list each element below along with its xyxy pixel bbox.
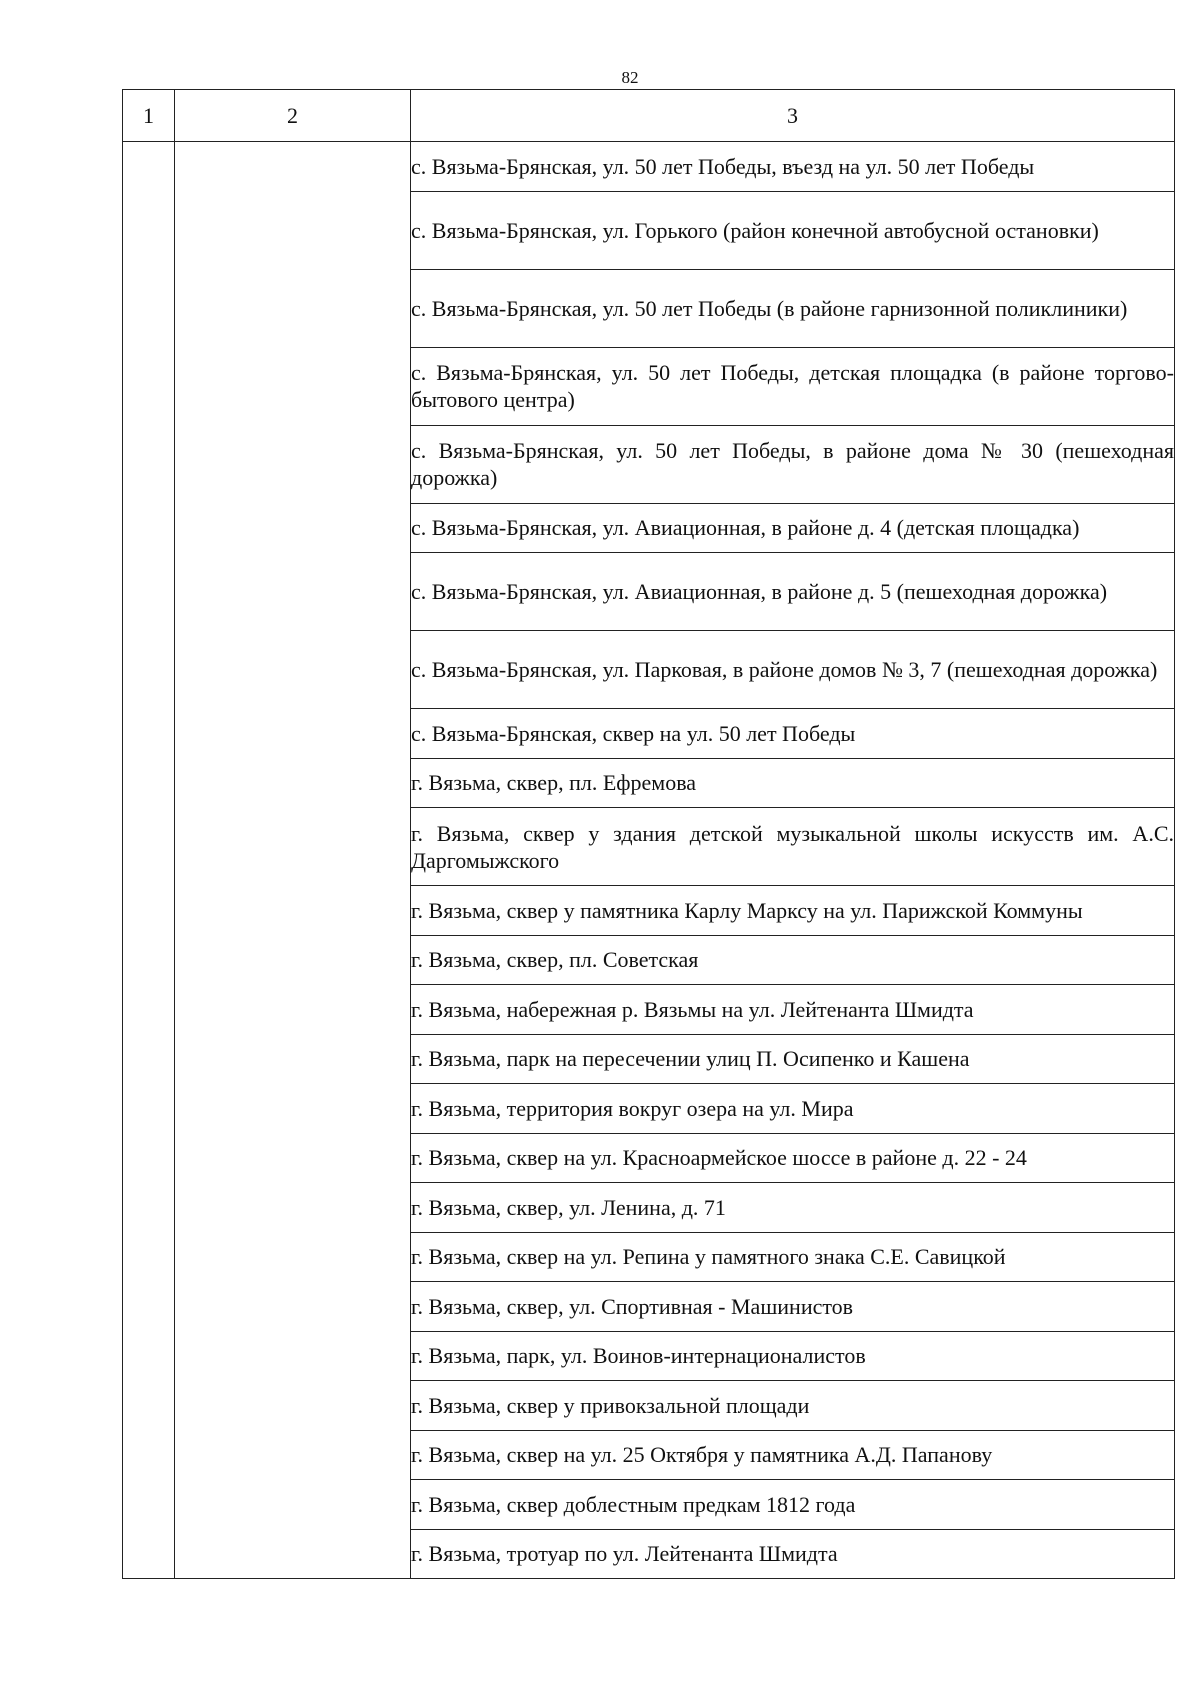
location-entry: с. Вязьма-Брянская, ул. 50 лет Победы, въезд на ул. 50 лет Победы [411,142,1175,192]
location-entry: г. Вязьма, парк, ул. Воинов-интернационалистов [411,1331,1175,1381]
location-entry: г. Вязьма, сквер у здания детской музыкальной школы искусств им. А.С. Даргомыжского [411,808,1175,886]
location-entry: г. Вязьма, сквер на ул. Репина у памятного знака С.Е. Савицкой [411,1232,1175,1282]
location-entry: с. Вязьма-Брянская, ул. 50 лет Победы, в районе дома № 30 (пешеходная дорожка) [411,425,1175,503]
location-entry: г. Вязьма, сквер, пл. Ефремова [411,758,1175,808]
location-entry: г. Вязьма, сквер, пл. Советская [411,935,1175,985]
location-entry: г. Вязьма, сквер у памятника Карлу Марксу на ул. Парижской Коммуны [411,886,1175,936]
location-entry: г. Вязьма, парк на пересечении улиц П. Осипенко и Кашена [411,1034,1175,1084]
locations-table [122,89,1175,1579]
location-entry: с. Вязьма-Брянская, ул. 50 лет Победы (в районе гарнизонной поликлиники) [411,269,1175,347]
location-entry: г. Вязьма, сквер, ул. Спортивная - Машинистов [411,1282,1175,1332]
page-number: 82 [621,68,639,87]
location-entry: с. Вязьма-Брянская, ул. 50 лет Победы, детская площадка (в районе торгово-бытового центра) [411,347,1175,425]
location-entry: с. Вязьма-Брянская, сквер на ул. 50 лет Победы [411,709,1175,759]
location-entry: г. Вязьма, территория вокруг озера на ул. Мира [411,1084,1175,1134]
location-entry: с. Вязьма-Брянская, ул. Горького (район конечной автобусной остановки) [411,191,1175,269]
location-entry: г. Вязьма, набережная р. Вязьмы на ул. Лейтенанта Шмидта [411,985,1175,1035]
location-entry: с. Вязьма-Брянская, ул. Авиационная, в районе д. 4 (детская площадка) [411,503,1175,553]
column-header-1: 1 [123,90,175,142]
location-entry: г. Вязьма, сквер доблестным предкам 1812 года [411,1480,1175,1530]
location-entry: г. Вязьма, сквер на ул. 25 Октября у памятника А.Д. Папанову [411,1430,1175,1480]
location-entry: г. Вязьма, сквер, ул. Ленина, д. 71 [411,1183,1175,1233]
location-entry: г. Вязьма, сквер на ул. Красноармейское шоссе в районе д. 22 - 24 [411,1133,1175,1183]
table-row [123,142,1175,192]
column-2-cell [175,142,411,1579]
table-header-row [123,90,1175,142]
location-entry: г. Вязьма, сквер у привокзальной площади [411,1381,1175,1431]
column-1-cell [123,142,175,1579]
column-header-2: 2 [175,90,411,142]
column-header-3: 3 [411,90,1175,142]
location-entry: с. Вязьма-Брянская, ул. Авиационная, в районе д. 5 (пешеходная дорожка) [411,553,1175,631]
location-entry: с. Вязьма-Брянская, ул. Парковая, в районе домов № 3, 7 (пешеходная дорожка) [411,631,1175,709]
location-entry: г. Вязьма, тротуар по ул. Лейтенанта Шмидта [411,1529,1175,1579]
